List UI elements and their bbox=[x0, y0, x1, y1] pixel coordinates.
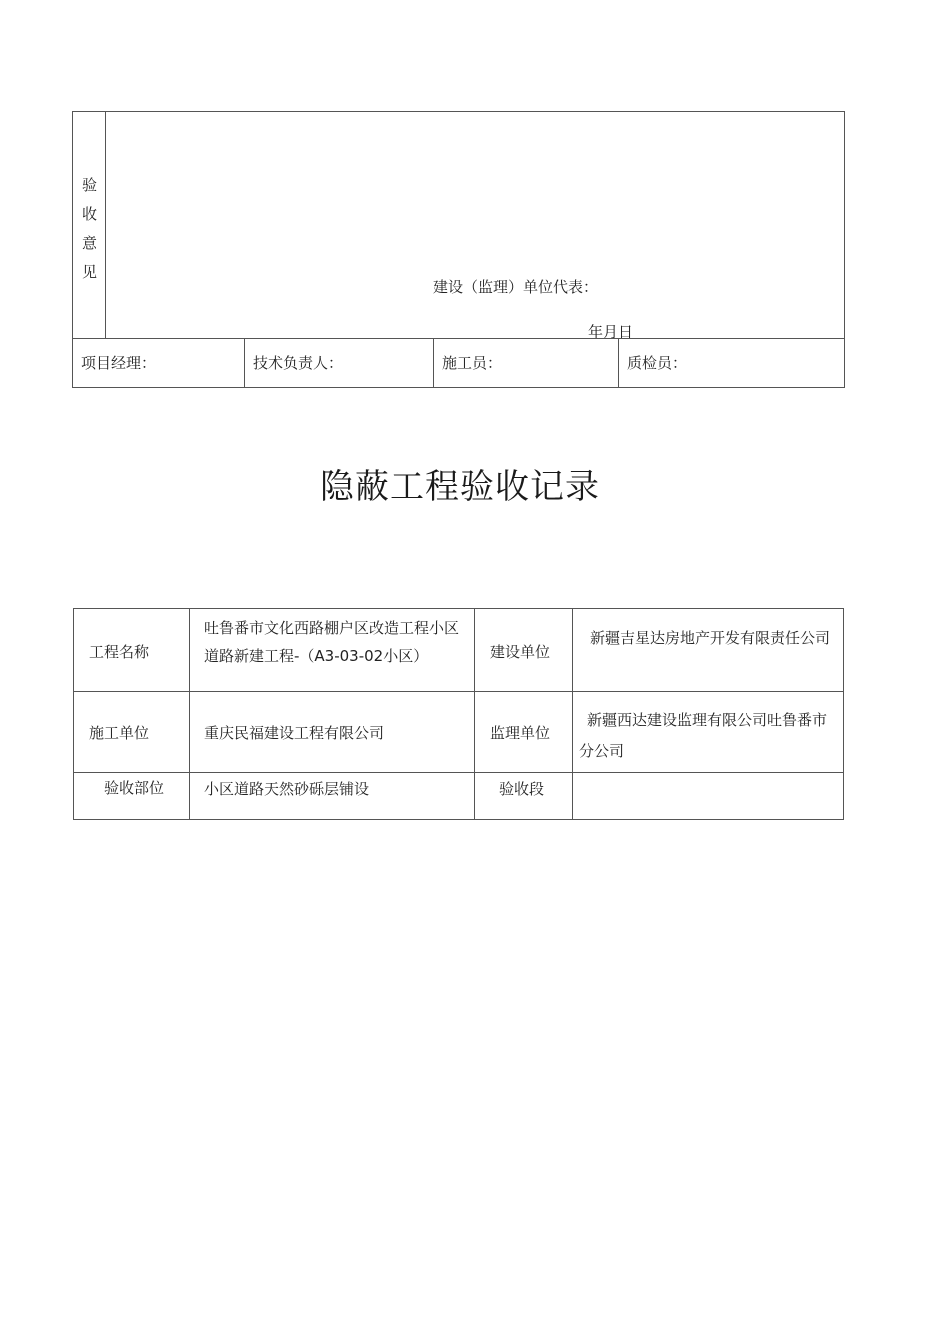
project-name-value[interactable]: 吐鲁番市文化西路棚户区改造工程小区道路新建工程-（A3-03-02小区） bbox=[204, 619, 460, 665]
document-title: 隐蔽工程验收记录 bbox=[320, 467, 600, 507]
quality-inspector-signature[interactable]: 质检员： bbox=[618, 339, 844, 388]
location-label: 验收部位 bbox=[104, 779, 165, 797]
technical-lead-signature[interactable]: 技术负责人： bbox=[244, 339, 434, 388]
supervisor-value[interactable]: 新疆西达建设监理有限公司吐鲁番市分公司 bbox=[579, 711, 827, 760]
table-divider bbox=[74, 772, 843, 773]
acceptance-opinion-field[interactable] bbox=[106, 112, 844, 341]
table-divider bbox=[474, 609, 475, 819]
project-info-table bbox=[73, 608, 844, 820]
contractor-value[interactable]: 重庆民福建设工程有限公司 bbox=[204, 724, 385, 742]
constructor-signature[interactable]: 施工员： bbox=[433, 339, 619, 388]
project-name-label: 工程名称 bbox=[89, 643, 150, 661]
section-label: 验收段 bbox=[499, 780, 545, 798]
acceptance-opinion-label bbox=[73, 112, 106, 338]
supervisor-label: 监理单位 bbox=[490, 724, 551, 742]
owner-value[interactable]: 新疆吉星达房地产开发有限责任公司 bbox=[589, 629, 830, 647]
representative-label: 建设（监理）单位代表： bbox=[433, 278, 599, 296]
opinion-label-char: 意 bbox=[82, 234, 98, 252]
opinion-label-char: 验 bbox=[82, 176, 98, 194]
opinion-label-char: 收 bbox=[82, 205, 98, 223]
owner-label: 建设单位 bbox=[490, 643, 551, 661]
location-value[interactable]: 小区道路天然砂砾层铺设 bbox=[204, 780, 370, 798]
table-divider bbox=[74, 691, 843, 692]
acceptance-opinion-table bbox=[72, 111, 845, 388]
opinion-label-char: 见 bbox=[82, 263, 98, 281]
table-divider bbox=[572, 609, 573, 819]
date-label: 年月日 bbox=[588, 323, 634, 341]
table-divider bbox=[189, 609, 190, 819]
contractor-label: 施工单位 bbox=[89, 724, 150, 742]
signature-row bbox=[73, 338, 844, 387]
project-manager-signature[interactable]: 项目经理： bbox=[81, 354, 157, 372]
